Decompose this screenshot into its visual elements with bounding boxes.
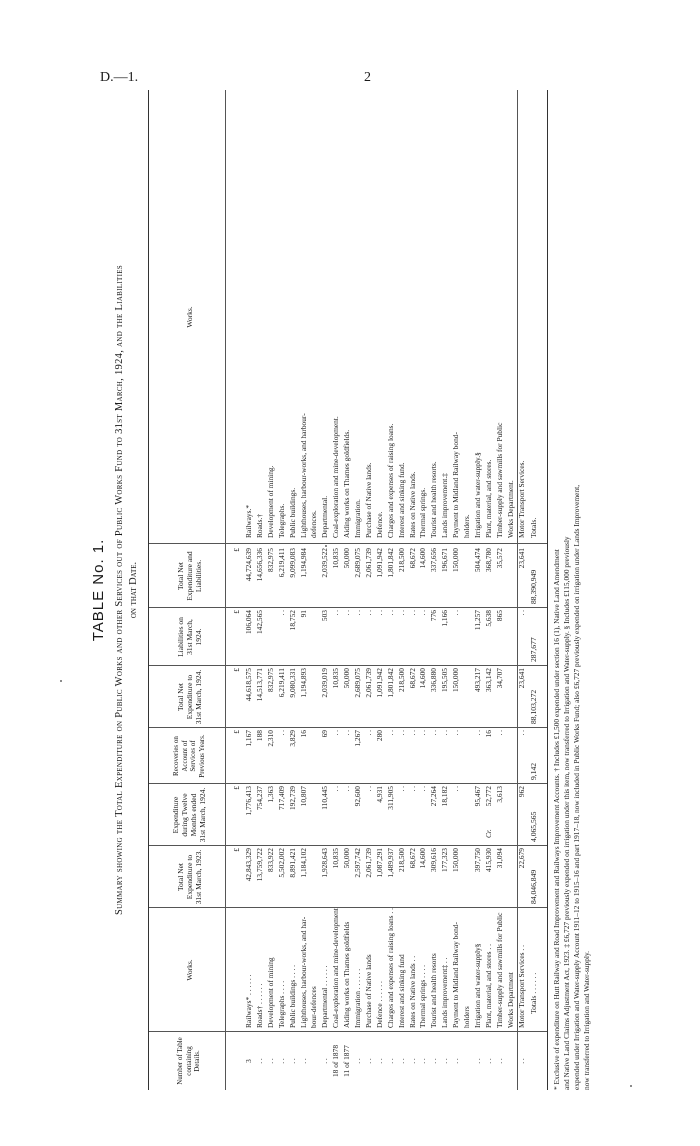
total-cell: 2,689,075: [353, 548, 362, 578]
works-right-cell: Aiding works on Thames goldfields.: [342, 429, 352, 538]
works-right-cell: Defence.: [374, 511, 384, 538]
recoveries-cell: . .: [342, 730, 352, 736]
exp-1923-cell: 2,597,742: [353, 848, 362, 878]
exp-twelve-months-cell: 1,363: [265, 786, 275, 803]
table-number-cell: . .: [516, 1058, 526, 1064]
total-cell: 10,835: [331, 548, 341, 569]
liabilities-cell: 142,565: [254, 610, 264, 635]
works-cell: Departmental . . . . . .: [320, 965, 330, 1028]
exp-twelve-months-cell: 92,600: [353, 786, 362, 807]
exp-1923-cell: 14,600: [418, 848, 428, 869]
works-right-cell: Coal-exploration and mine-development.: [331, 416, 341, 538]
total-cell: 6,219,411: [276, 548, 286, 578]
col-header-table-number: Number of Table containing Details.: [176, 1037, 202, 1085]
exp-twelve-months-cell: . .: [396, 786, 406, 792]
liabilities-cell: 503: [320, 610, 330, 622]
works-cell: Purchase of Native lands: [363, 954, 373, 1028]
exp-1924-cell: 23,641: [516, 668, 526, 689]
table-number-cell: 18 of 1878: [331, 1044, 341, 1078]
recoveries-cell: . .: [276, 730, 286, 736]
table-row: [365, 90, 373, 1090]
table-number-cell: . .: [385, 1058, 395, 1064]
liabilities-cell: . .: [516, 610, 526, 616]
exp-twelve-months-cell: 311,905: [385, 786, 395, 810]
total-cell: 2,061,739: [363, 548, 373, 578]
table-row: [278, 90, 286, 1090]
table-row: [310, 90, 318, 1090]
unit-cell: £: [232, 848, 241, 852]
table-number-cell: 11 of 1877: [342, 1045, 352, 1077]
works-right-cell: Works Department.: [505, 480, 515, 538]
table-number-cell: . .: [363, 1058, 373, 1064]
exp-1924-cell: 1,801,842: [385, 668, 395, 698]
table-number-cell: . .: [265, 1058, 275, 1064]
works-right-cell: Roads.†: [254, 513, 264, 538]
exp-1923-cell: 150,000: [451, 848, 461, 873]
total-cell: 196,671: [440, 548, 450, 573]
recoveries-cell: 2,310: [265, 730, 275, 747]
works-right-cell: Payment to Midland Railway bond-: [451, 432, 461, 538]
table-row: [376, 90, 384, 1090]
total-cell: 50,000: [342, 548, 352, 569]
table-row: [321, 90, 329, 1090]
works-cell: Railways* . . . . . .: [244, 974, 253, 1028]
works-cell: Public buildings . . . .: [287, 964, 297, 1028]
works-right-cell: Irrigation and water-supply.§: [472, 452, 482, 538]
totals-label: Totals . . . . . .: [529, 972, 538, 1014]
exp-1924-cell: 14,600: [418, 668, 428, 689]
table-number-cell: . .: [451, 1058, 461, 1064]
exp-twelve-months-cell: . .: [363, 786, 373, 792]
total-cell: 1,801,842: [385, 548, 395, 578]
recoveries-cell: . .: [494, 730, 504, 736]
works-cell: Rates on Native lands . .: [407, 955, 417, 1028]
works-right-cell: defences.: [309, 510, 319, 538]
total-cell: 9,099,083: [287, 548, 297, 578]
exp-1923-cell: 833,922: [265, 848, 275, 873]
recoveries-cell: 1,267: [353, 730, 362, 747]
exp-twelve-months-cell: . .: [407, 786, 417, 792]
scan-speck: [325, 545, 327, 547]
table-row: [474, 90, 482, 1090]
col-header-total-exp-liabilities: Total Net Expenditure and Liabilities.: [175, 551, 203, 601]
works-cell: Development of mining: [265, 957, 275, 1028]
exp-1923-cell: 8,891,421: [287, 848, 297, 878]
recoveries-cell: . .: [407, 730, 417, 736]
works-right-cell: Purchase of Native lands.: [363, 462, 373, 538]
col-header-works: Works.: [184, 959, 194, 981]
exp-twelve-months-cell: 27,264: [429, 786, 439, 807]
recoveries-cell: . .: [418, 730, 428, 736]
liabilities-cell: 11,257: [472, 610, 482, 631]
col-header-exp-twelve-months: Expenditure during Twelve Months ended 31st March, 1924.: [171, 787, 207, 843]
recoveries-cell: 280: [374, 730, 384, 742]
exp-twelve-months-cell: . .: [418, 786, 428, 792]
recoveries-cell: . .: [429, 730, 439, 736]
footnote-line: now transferred to Irrigation and Water-supply.: [582, 950, 591, 1090]
table-row: [354, 90, 362, 1090]
works-right-cell: holders.: [462, 514, 471, 538]
recoveries-cell: . .: [516, 730, 526, 736]
exp-1923-cell: 10,835: [331, 848, 341, 869]
liabilities-cell: . .: [374, 610, 384, 616]
works-cell: Charges and expenses of raising loans . .: [385, 908, 395, 1028]
table-row: [507, 90, 515, 1090]
exp-1924-cell: 218,500: [396, 668, 406, 693]
recoveries-cell: 1,167: [244, 730, 253, 747]
exp-twelve-months-cell: 110,445: [320, 786, 330, 810]
table-row: [245, 90, 253, 1090]
works-right-cell: Motor Transport Services.: [516, 460, 526, 538]
total-cell: 150,000: [451, 548, 461, 573]
recoveries-cell: . .: [440, 730, 450, 736]
totals-row: [517, 90, 548, 1090]
recoveries-cell: 16: [483, 730, 493, 738]
liabilities-cell: 776: [429, 610, 439, 622]
unit-cell: £: [232, 610, 241, 614]
unit-row: [233, 90, 241, 1090]
recoveries-cell: . .: [396, 730, 406, 736]
exp-1924-cell: 10,835: [331, 668, 341, 689]
works-right-cell: Lands improvement.‡: [440, 473, 450, 538]
works-cell: Coal-exploration and mine-development: [331, 908, 341, 1028]
table-row: [463, 90, 471, 1090]
scan-speck: [60, 680, 62, 682]
table-number-cell: 3: [244, 1059, 253, 1063]
works-right-cell: Interest and sinking fund.: [396, 462, 406, 538]
recoveries-cell: . .: [363, 730, 373, 736]
table-number-cell: . .: [254, 1058, 264, 1064]
exp-twelve-months-cell: 18,182: [440, 786, 450, 807]
total-cell: 68,672: [407, 548, 417, 569]
exp-1924-cell: 2,061,739: [363, 668, 373, 698]
works-right-cell: Development of mining.: [265, 465, 275, 538]
page-reference: D.—1.: [100, 70, 139, 85]
works-cell: Motor Transport Services . .: [516, 945, 526, 1028]
table-row: [419, 90, 427, 1090]
exp-1923-cell: 42,843,329: [244, 848, 253, 882]
table-row: [267, 90, 275, 1090]
unit-cell: £: [232, 786, 241, 790]
table-number-cell: . .: [429, 1058, 439, 1064]
scan-speck: [630, 1085, 632, 1087]
table-number-cell: . .: [298, 1058, 308, 1064]
works-right-cell: Tourist and health resorts.: [429, 461, 439, 538]
exp-1923-cell: 1,087,291: [374, 848, 384, 878]
liabilities-cell: 91: [298, 610, 308, 618]
table-number-cell: . .: [374, 1058, 384, 1064]
total-cell: 2,039,522: [320, 548, 330, 578]
exp-1923-cell: 1,928,643: [320, 848, 330, 878]
footnote-line: expended under Irrigation and Water-supply Account 1911–12 to 1915–16 and part 1917–18, now included in Public Works Fund; also £6,727 previously expended on irrigation under Lands Improvement,: [572, 484, 581, 1090]
total-cell: 832,975: [265, 548, 275, 573]
exp-1924-cell: 2,039,019: [320, 668, 330, 698]
total-cell: 44,724,639: [244, 548, 253, 582]
exp-1924-cell: 44,618,575: [244, 668, 253, 702]
exp-1924-cell: 1,194,893: [298, 668, 308, 698]
totals-exp-1923: 84,046,849: [529, 869, 538, 904]
exp-1923-cell: 50,000: [342, 848, 352, 869]
exp-1924-cell: 195,505: [440, 668, 450, 693]
exp-1923-cell: 218,500: [396, 848, 406, 873]
table-row: [256, 90, 264, 1090]
total-cell: 218,500: [396, 548, 406, 573]
col-header-exp-1924: Total Net Expenditure to 31st March, 1924.: [175, 669, 203, 725]
table-row: [496, 90, 504, 1090]
exp-1923-cell: 2,061,739: [363, 848, 373, 878]
works-right-cell: Lighthouses, harbour-works, and harbour-: [298, 413, 308, 538]
exp-1924-cell: 150,000: [451, 668, 461, 693]
total-cell: 368,780: [483, 548, 493, 573]
table-number-cell: . .: [472, 1058, 482, 1064]
works-cell: Roads† . . . . . .: [254, 983, 264, 1028]
liabilities-cell: 5,638: [483, 610, 493, 627]
table-row: [409, 90, 417, 1090]
exp-1924-cell: 34,707: [494, 668, 504, 689]
unit-cell: £: [232, 730, 241, 734]
exp-twelve-months-cell: 192,739: [287, 786, 297, 811]
summary-table: [148, 90, 548, 1090]
works-right-cell: Charges and expenses of raising loans.: [385, 423, 395, 538]
recoveries-cell: . .: [451, 730, 461, 736]
exp-twelve-months-cell: . .: [342, 786, 352, 792]
exp-1924-cell: 9,080,331: [287, 668, 297, 698]
liabilities-cell: . .: [363, 610, 373, 616]
works-right-cell: Telegraphs.: [276, 503, 286, 538]
liabilities-cell: 106,064: [244, 610, 253, 635]
exp-1924-cell: 68,672: [407, 668, 417, 689]
page-number: 2: [364, 70, 371, 85]
recoveries-cell: 69: [320, 730, 330, 738]
liabilities-cell: 865: [494, 610, 504, 622]
liabilities-cell: . .: [331, 610, 341, 616]
liabilities-cell: . .: [385, 610, 395, 616]
total-cell: 504,474: [472, 548, 482, 573]
totals-recoveries: 9,142: [529, 762, 538, 780]
exp-1923-cell: 1,489,937: [385, 848, 395, 878]
liabilities-cell: . .: [396, 610, 406, 616]
exp-1924-cell: 493,217: [472, 668, 482, 693]
works-cell: Lands improvement‡ . .: [440, 957, 450, 1028]
exp-twelve-months-cell: 962: [516, 786, 526, 798]
total-cell: 14,600: [418, 548, 428, 569]
col-header-exp-1923: Total Net Expenditure to 31st March, 1923.: [175, 849, 203, 905]
table-subtitle-continued: on that Date.: [128, 561, 139, 619]
liabilities-cell: . .: [342, 610, 352, 616]
liabilities-cell: . .: [353, 610, 362, 616]
totals-exp-twelve-months: 4,065,565: [529, 811, 538, 842]
exp-1923-cell: 177,323: [440, 848, 450, 873]
liabilities-cell: . .: [418, 610, 428, 616]
liabilities-cell: . .: [407, 610, 417, 616]
works-right-cell: Thermal springs.: [418, 487, 428, 538]
total-cell: 1,194,984: [298, 548, 308, 578]
works-cell: Tourist and health resorts: [429, 953, 439, 1028]
exp-1923-cell: 415,930: [483, 848, 493, 873]
exp-1923-cell: 31,094: [494, 848, 504, 869]
table-number-cell: . .: [494, 1058, 504, 1064]
works-cell: Defence . . . . . .: [374, 981, 384, 1028]
col-header-liabilities: Liabilities on 31st March, 1924.: [175, 617, 203, 657]
recoveries-cell: . .: [385, 730, 395, 736]
footnote-line: * Exclusive of expenditure on Hutt Railway and Road Improvement and Railways Improvement Accounts. † Includes £1,500 expended under section 16 (1), Native Land Amendment: [552, 549, 561, 1090]
total-cell: 23,641: [516, 548, 526, 569]
table-number-cell: . .: [396, 1058, 406, 1064]
unit-cell: £: [232, 548, 241, 552]
table-number-cell: . .: [418, 1058, 428, 1064]
works-cell: holders: [462, 1006, 471, 1028]
exp-1924-cell: 2,689,075: [353, 668, 362, 698]
exp-twelve-months-cell: 95,467: [472, 786, 482, 807]
table-number-cell: . .: [353, 1058, 362, 1064]
exp-1924-cell: 336,880: [429, 668, 439, 693]
exp-1923-cell: 1,184,102: [298, 848, 308, 878]
exp-1924-cell: 14,513,771: [254, 668, 264, 702]
works-right-cell: Plant, material, and stores.: [483, 459, 493, 538]
table-number-cell: . .: [407, 1058, 417, 1064]
table-number-cell: . .: [287, 1058, 297, 1064]
table-row: [332, 90, 340, 1090]
exp-1924-cell: 6,219,411: [276, 668, 286, 698]
exp-twelve-months-cell: . .: [331, 786, 341, 792]
table-row: [441, 90, 449, 1090]
works-cell: Interest and sinking fund: [396, 954, 406, 1028]
exp-1923-cell: 309,616: [429, 848, 439, 873]
works-right-cell: Public buildings.: [287, 487, 297, 538]
liabilities-cell: 18,752: [287, 610, 297, 631]
col-header-recoveries: Recoveries on Account of Services of Previous Years.: [172, 734, 206, 778]
liabilities-cell: 1,166: [440, 610, 450, 627]
table-row: [452, 90, 460, 1090]
table-number-cell: . .: [276, 1058, 286, 1064]
exp-twelve-months-cell: 754,237: [254, 786, 264, 811]
works-right-cell: Immigration.: [353, 499, 362, 538]
works-right-cell: Timber-supply and sawmills for Public: [494, 422, 504, 538]
table-number-cell: . .: [483, 1058, 493, 1064]
table-number-cell: . .: [440, 1058, 450, 1064]
works-cell: Irrigation and water-supply§: [472, 943, 482, 1028]
table-row: [343, 90, 351, 1090]
exp-twelve-months-cell: 10,807: [298, 786, 308, 807]
works-cell: Plant, material, and stores . .: [483, 944, 493, 1028]
recoveries-cell: 3,829: [287, 730, 297, 747]
recoveries-cell: 188: [254, 730, 264, 742]
table-row: [398, 90, 406, 1090]
works-cell: Timber-supply and sawmills for Public: [494, 912, 504, 1028]
total-cell: 337,656: [429, 548, 439, 573]
table-title: TABLE No. 1.: [90, 538, 107, 642]
exp-1924-cell: 1,091,942: [374, 668, 384, 698]
exp-twelve-months-cell: 3,613: [494, 786, 504, 803]
liabilities-cell: . .: [276, 610, 286, 616]
col-header-works-right: Works.: [184, 306, 194, 328]
exp-1923-cell: 5,502,002: [276, 848, 286, 878]
works-right-cell: Departmental.: [320, 495, 330, 538]
total-cell: 35,572: [494, 548, 504, 569]
table-row: [300, 90, 308, 1090]
works-cell: Payment to Midland Railway bond-: [451, 922, 461, 1028]
table-row: [485, 90, 493, 1090]
recoveries-cell: 16: [298, 730, 308, 738]
works-right-cell: Rates on Native lands.: [407, 471, 417, 538]
header-rule: [225, 90, 226, 1090]
exp-twelve-months-cell: 717,409: [276, 786, 286, 811]
totals-exp-1924: 88,103,272: [529, 689, 538, 724]
exp-1923-cell: 68,672: [407, 848, 417, 869]
exp-twelve-months-cell: 4,931: [374, 786, 384, 803]
exp-1923-cell: 13,759,722: [254, 848, 264, 882]
exp-1924-cell: 832,975: [265, 668, 275, 693]
recoveries-cell: . .: [472, 730, 482, 736]
recoveries-cell: . .: [331, 730, 341, 736]
table-row: [430, 90, 438, 1090]
exp-twelve-months-cell: . .: [451, 786, 461, 792]
unit-cell: £: [232, 668, 241, 672]
exp-1924-cell: 363,142: [483, 668, 493, 693]
exp-1923-cell: 397,750: [472, 848, 482, 873]
liabilities-cell: . .: [451, 610, 461, 616]
rotated-table-page: [90, 90, 610, 1090]
works-cell: Immigration . . . . . .: [353, 968, 362, 1028]
total-cell: 14,656,336: [254, 548, 264, 582]
table-row: [387, 90, 395, 1090]
totals-label-right: Totals.: [529, 517, 538, 538]
total-cell: 1,091,942: [374, 548, 384, 578]
works-cell: Works Department: [505, 972, 515, 1028]
credit-prefix: Cr.: [483, 829, 493, 838]
exp-twelve-months-cell: 52,772: [483, 786, 493, 807]
table-number-cell: . .: [320, 1058, 330, 1064]
exp-1923-cell: 22,679: [516, 848, 526, 869]
works-cell: Thermal springs . . . .: [418, 964, 428, 1028]
table-row: [289, 90, 297, 1090]
works-cell: Lighthouses, harbour-works, and har-: [298, 916, 308, 1028]
exp-twelve-months-cell: 1,776,413: [244, 786, 253, 816]
footnote-line: and Native Land Claims Adjustment Act, 1923. ‡ £6,727 previously expended on irrigation under this item, now transferred to Irrigation and Water-supply. § Includes £115,000 previously: [562, 536, 571, 1090]
works-cell: bour-defences: [309, 986, 319, 1028]
exp-1924-cell: 50,000: [342, 668, 352, 689]
works-cell: Telegraphs . . . .: [276, 980, 286, 1028]
totals-grand-total: 88,390,949: [529, 569, 538, 604]
works-cell: Aiding works on Thames goldfields: [342, 921, 352, 1028]
totals-liabilities: 287,677: [529, 637, 538, 662]
table-subtitle: Summary showing the Total Expenditure on Public Works and other Services out of Public Works Fund to 31st March, 1924, and the Liabilities: [114, 265, 125, 915]
works-right-cell: Railways.*: [244, 504, 253, 538]
